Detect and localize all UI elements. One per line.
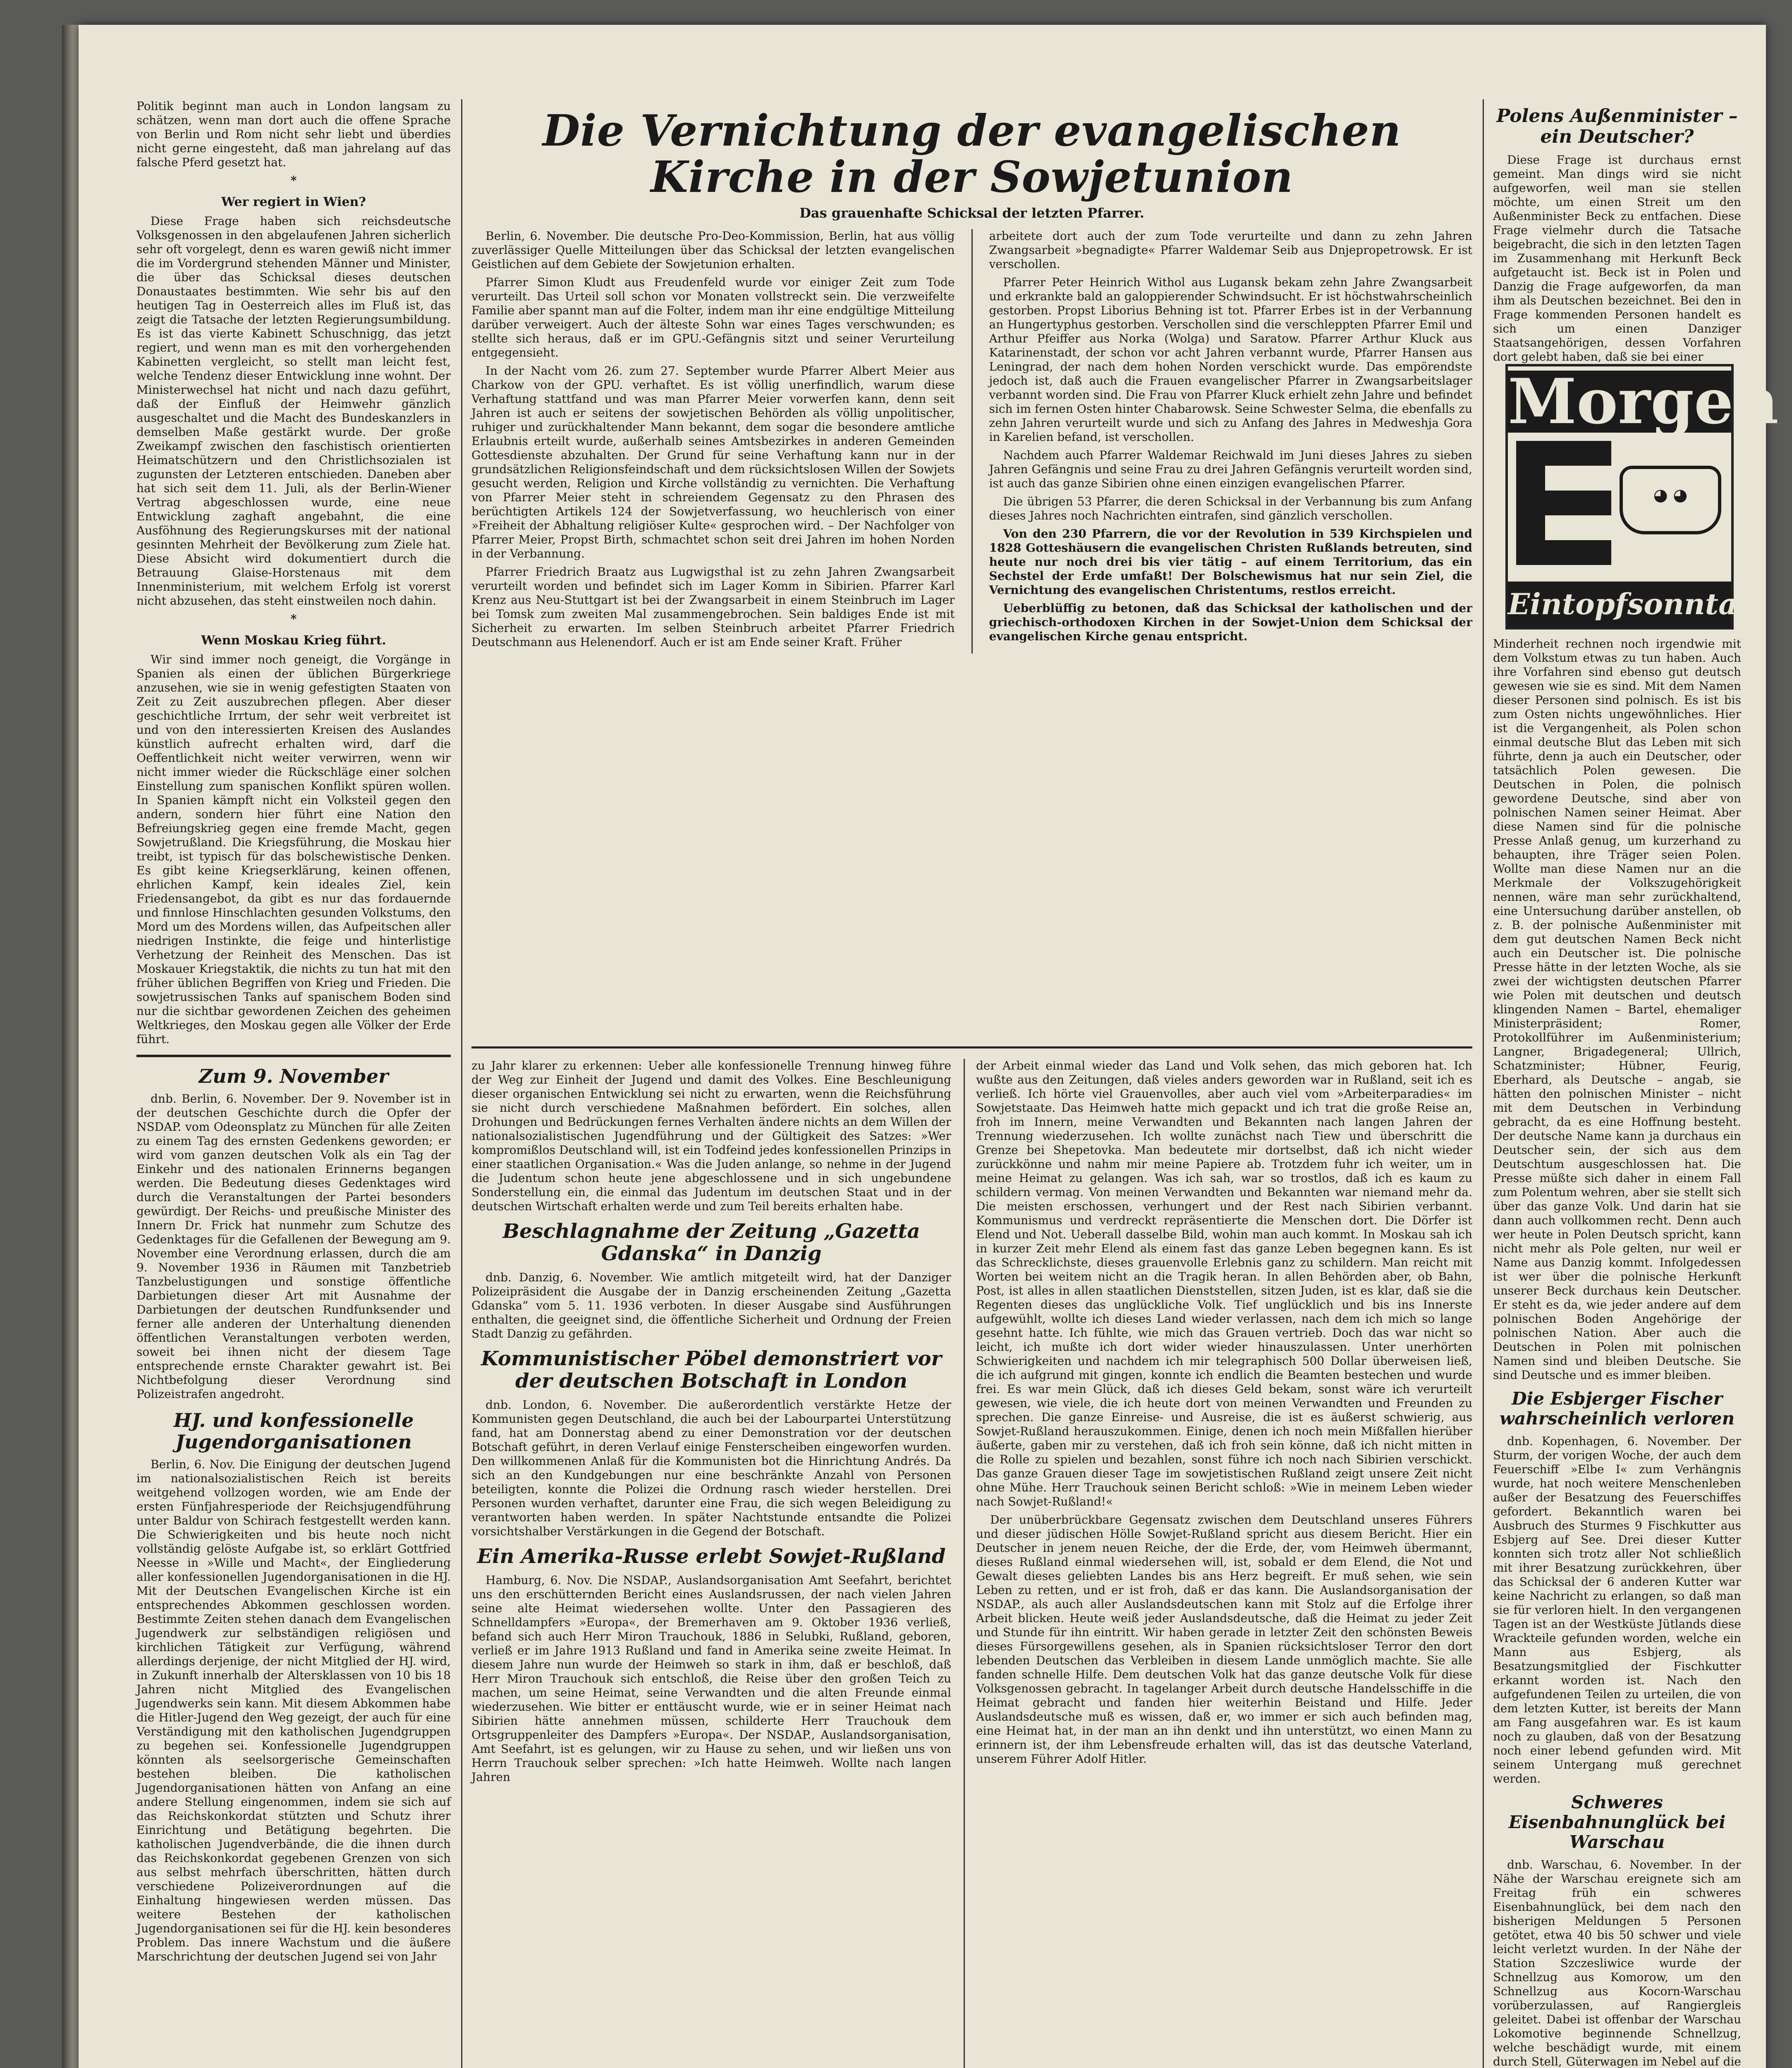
main-p2: Pfarrer Simon Kludt aus Freudenfeld wurde vor einiger Zeit zum Tode verurteilt. Das Urteil soll schon vor Monaten vollstreckt sein. Die verzweifelte Familie aber spannt man auf die Folter, indem man ihr eine endgültige Mitteilung darüber verweigert. Auch der älteste Sohn war eines Tages verschwunden; es stellte sich heraus, daß er im GPU.-Gefängnis sitzt und seiner Verurteilung entgegensieht. <box>471 275 955 359</box>
newspaper-page <box>62 25 1779 2068</box>
right-column <box>1493 99 1741 368</box>
main-p7: Nachdem auch Pfarrer Waldemar Reichwald im Juni dieses Jahres zu sieben Jahren Gefängnis und seine Frau zu drei Jahren Gefängnis verurteilt worden sind, ist auch das ganze Sibirien ohne einen einzigen evangelischen Pfarrer. <box>989 448 1472 490</box>
article-wien: Diese Frage haben sich reichsdeutsche Volksgenossen in den abgelaufenen Jahren sicherlich sehr oft vorgelegt, denn es waren gewiß nicht immer die im Vordergrund stehenden Männer und Minister, die über das Schicksal dieses deutschen Donaustaates bestimmten. Wie sehr bis auf den heutigen Tag in Oesterreich alles im Fluß ist, das zeigt die Tatsache der letzten Regierungsumbildung. Es ist das vierte Kabinett Schuschnigg, das jetzt regiert, und wenn man es mit den vorhergehenden Kabinetten vergleicht, so stellt man leicht fest, welche Tendenz dieser Entwicklung inne wohnt. Der Ministerwechsel hat nicht und nach dazu geführt, daß der Einfluß der Heimwehr gänzlich ausgeschaltet und die Macht des Bundeskanzlers in demselben Maße gestärkt wurde. Der große Zweikampf zwischen den faschistisch orientierten Heimatschützern und den Christlichsozialen ist zugunsten der Letzteren entschieden. Daneben aber hat sich seit dem 11. Juli, als der Berlin-Wiener Vertrag abgeschlossen wurde, eine neue Entwicklung zaghaft angebahnt, die eine Ausföhnung des Regierungskurses mit der national gesinnten Mehrheit der Bevölkerung zum Ziele hat. Diese Absicht wird dokumentiert durch die Betrauung Glaise-Horstenaus mit dem Innenministerium, mit welchem Erfolg ist vorerst nicht abzusehen, das steht einstweilen noch dahin. <box>136 214 451 608</box>
ad-morgen-word: Morgen <box>1508 365 1779 438</box>
left-column <box>136 99 451 1968</box>
main-p10: Ueberblüffig zu betonen, daß das Schicksal der katholischen und der griechisch-orthodoxen Kirchen in der Sowjet-Union dem Schicksal der evangelischen Kirche genau entspricht. <box>989 601 1472 643</box>
ad-letter-e <box>1516 441 1611 565</box>
cooking-pot-icon <box>1620 466 1721 534</box>
main-p1: Berlin, 6. November. Die deutsche Pro-Deo-Kommission, Berlin, hat aus völlig zuverlässiger Quelle Mitteilungen über das Schicksal der letzten evangelischen Geistlichen auf dem Gebiete der Sowjetunion erhalten. <box>471 229 955 271</box>
main-p9: Von den 230 Pfarrern, die vor der Revolution in 539 Kirchspielen und 1828 Gotteshäusern die evangelischen Christen Rußlands betreuten, sind heute nur noch drei bis vier tätig – auf einem Territorium, das ein Sechstel der Erde umfaßt! Der Bolschewismus hat nur sein Ziel, die Vernichtung des evangelischen Christentums, restlos erreicht. <box>989 527 1472 597</box>
main-col-1 <box>471 229 955 653</box>
heading-esbjerg: Die Esbjerger Fischer wahrscheinlich verloren <box>1499 1388 1735 1429</box>
main-p8: Die übrigen 53 Pfarrer, die deren Schicksal in der Verbannung bis zum Anfang dieses Jahres noch Nachrichten eintrafen, sind gänzlich verschollen. <box>989 495 1472 522</box>
intro-paragraph: Politik beginnt man auch in London langsam zu schätzen, wenn man dort auch die offene Sprache von Berlin und Rom nicht sehr liebt und überdies nicht gerne eingesteht, daß man jahrelang auf das falsche Pferd gesetzt hat. <box>136 99 451 169</box>
right-column-lower <box>1493 637 1741 2068</box>
pot-face-icon: ◕ ◕ <box>1653 486 1688 505</box>
main-p6: Pfarrer Peter Heinrich Withol aus Lugansk bekam zehn Jahre Zwangsarbeit und erkrankte bald an galoppierender Schwindsucht. Er ist höchstwahrscheinlich gestorben. Propst Liborius Behning ist tot. Pfarrer Erbes ist in der Verbannung an Hungertyphus gestorben. Verschollen sind die verschleppten Pfarrer Emil und Arthur Pfeiffer aus Norka (Wolga) und Saratow. Pfarrer Arthur Kluck aus Katarinenstadt, der schon vor acht Jahren verbannt wurde, Pfarrer Hansen aus Leningrad, der nach dem hohen Norden verschickt wurde. Das empörendste jedoch ist, daß auch die Frauen evangelischer Pfarrer in Zwangsarbeitslager verbannt worden sind. Die Frau von Pfarrer Kluck erhielt zehn Jahre und befindet sich im fernen Osten hinter Chabarowsk. Seine Schwester Selma, die ebenfalls zu zehn Jahren verurteilt wurde und sich zu Anfang des Jahres in Medweshja Gora in Karelien befand, ist verschollen. <box>989 275 1472 444</box>
divider-star: * <box>290 174 297 187</box>
column-rule <box>461 99 462 2068</box>
heading-wien: Wer regiert in Wien? <box>221 195 366 209</box>
paper <box>79 25 1779 2068</box>
article-amerika-closing: Der unüberbrückbare Gegensatz zwischen dem Deutschland unseres Führers und dieser jüdischen Hölle Sowjet-Rußland spricht aus diesem Bericht. Hier ein Deutscher in jenem neuen Reiche, der die Erde, der, vom Heimweh übermannt, dieses Rußland einmal wiedersehen will, ist, sobald er dem Elend, die Not und Gewalt dieses geliebten Landes bis ans Herz begreift. Er muß sehen, wie sein Leben zu retten, und er ist froh, daß er das kann. Die Auslandsorganisation der NSDAP., als auch aller Auslandsdeutschen kann mit Stolz auf die Erfolge ihrer Arbeit blicken. Heute weiß jeder Auslandsdeutsche, daß die Heimat zu jeder Zeit und Stunde für ihn eintritt. Wir haben gerade in letzter Zeit den schönsten Beweis dieses Fürsorgewillens gesehen, als in Spanien rücksichtsloser Terror den dort lebenden Deutschen das Verbleiben in diesem Lande unmöglich machte. Sie alle fanden schnelle Hilfe. Dem deutschen Volk hat das ganze deutsche Volk für diese Volksgenossen gebracht. In tagelanger Arbeit durch deutsche Handelsschiffe in die Heimat gebracht und fanden hier weiterhin Beistand und Hilfe. Jeder Auslandsdeutsche muß es wissen, daß er, wo immer er sich auch befinden mag, eine Heimat hat, in der man an ihn denkt und ihn unterstützt, wo einen Mann zu erinnern ist, der ihm Lebensfreude erhalten will, das ist das deutsche Vaterland, unserem Führer Adolf Hitler. <box>976 1513 1472 1766</box>
article-warschau: dnb. Warschau, 6. November. In der Nähe der Warschau ereignete sich am Freitag früh ein schweres Eisenbahnunglück, bei dem nach den bisherigen Meldungen 5 Personen getötet, etwa 40 bis 50 schwer und viele leicht verletzt wurden. In der Nähe der Station Szczesliwice wurde der Schnellzug aus Komorow, um den Schnellzug aus Kocorn-Warschau vorüberzulassen, auf Rangiergleis geleitet. Dabei ist offenbar der Warschau Lokomotive beginnende Schnellzug, welche beschädigt wurde, mit einem durch Stell, Güterwagen im Nebel auf die <box>1493 1858 1741 2068</box>
section-rule <box>136 1055 451 1057</box>
article-9-november: dnb. Berlin, 6. November. Der 9. November ist in der deutschen Geschichte durch die Opfer der NSDAP. vom Odeonsplatz zu München für alle Zeiten zu einem Tag des ernsten Gedenkens geworden; er wird vom ganzen deutschen Volk als ein Tag der Einkehr und des nationalen Erinnerns begangen werden. Die Bedeutung dieses Gedenktages wird durch die Veranstaltungen der Partei besonders gewürdigt. Der Reichs- und preußische Minister des Innern Dr. Frick hat nunmehr zum Schutze des Gedenktages für die Gefallenen der Bewegung am 9. November eine Verordnung erlassen, durch die am 9. November 1936 in Räumen mit Tanzbetrieb Tanzbelustigungen und sonstige öffentliche Darbietungen dieser Art mit Ausnahme der Darbietungen der deutschen Rundfunksender und ferner alle anderen der Unterhaltung dienenden öffentlichen Veranstaltungen verboten werden, soweit bei ihnen nicht der diesem Tage entsprechende ernste Charakter gewahrt ist. Bei Nichtbefolgung dieser Verordnung sind Polizeistrafen angedroht. <box>136 1092 451 1401</box>
article-hj-continued: zu Jahr klarer zu erkennen: Ueber alle konfessionelle Trennung hinweg führe der Weg zur Einheit der Jugend und damit des Volkes. Eine Beschleunigung dieser organischen Entwicklung sei nicht zu erwarten, wenn die Reichsführung sie nicht durch verschiedene Maßnahmen befördert. Ein solches, allen Drohungen und Bedrückungen fernes Verhalten ändere nichts an dem Willen der nationalsozialistischen Jugendführung und der Gültigkeit des Satzes: »Wer kompromißlos Deutschland will, ist ein Todfeind jedes konfessionellen Prinzips in einer staatlichen Organisation.« Was die Juden anlange, so nehme in der Jugend die Judentum schon heute jene abgeschlossene und in sich ungebundene Sonderstellung ein, die einmal das Judentum im deutschen Staat und in der deutschen Wirtschaft erhalten werde und zum Teil bereits erhalten habe. <box>471 1059 951 1213</box>
section-rule <box>471 1046 1472 1048</box>
main-article <box>471 105 1472 653</box>
article-hj: Berlin, 6. Nov. Die Einigung der deutschen Jugend im nationalsozialistischen Reich ist bereits weitgehend vollzogen worden, wie am Ende der ersten Fünfjahresperiode der Reichsjugendführung unter Baldur von Schirach festgestellt werden kann. Die Schwierigkeiten und bis heute noch nicht vollständig gelöste Aufgabe ist, so erklärt Gottfried Neesse in »Wille und Macht«, der Eingliederung aller konfessionellen Jugendorganisationen in die HJ. Mit der Deutschen Evangelischen Kirche ist ein entsprechendes Abkommen geschlossen worden. Bestimmte Zeiten stehen danach dem Evangelischen Jugendwerk zur selbständigen religiösen und kirchlichen Tätigkeit zur Verfügung, während allerdings derjenige, der nicht Mitglied der HJ. wird, in Zukunft innerhalb der Altersklassen von 10 bis 18 Jahren nicht Mitglied des Evangelischen Jugendwerks sein kann. Mit diesem Abkommen habe die Hitler-Jugend den Weg gezeigt, der auch für eine Verständigung mit den katholischen Jugendgruppen zu begehen sei. Konfessionelle Jugendgruppen könnten als seelsorgerische Gemeinschaften bestehen bleiben. Die katholischen Jugendorganisationen hätten von Anfang an eine andere Stellung eingenommen, indem sie sich auf das Reichskonkordat stützten und Schutz ihrer Einrichtung und Betätigung begehrten. Die katholischen Jugendverbände, die die ihnen durch das Reichskonkordat gegebenen Grenzen von sich aus selbst mehrfach überschritten, hätten durch verschiedene Polizeiverordnungen auf die Einhaltung hingewiesen werden müssen. Das weitere Bestehen der katholischen Jugendorganisationen sei für die HJ. kein besonderes Problem. Das innere Wachstum und die äußere Marschrichtung der deutschen Jugend sei von Jahr <box>136 1458 451 1963</box>
heading-polen: Polens Außenminister – ein Deutscher? <box>1496 105 1738 147</box>
article-amerika: Hamburg, 6. Nov. Die NSDAP., Auslandsorganisation Amt Seefahrt, berichtet uns den erschütternden Bericht eines Auslandsrussen, der nach vielen Jahren seine alte Heimat wiedersehen wollte. Unter den Passagieren des Schnelldampfers »Europa«, der Bremerhaven am 9. Oktober 1936 verließ, befand sich auch Herr Miron Trauchouk, 1886 in Selubki, Rußland, geboren, verließ er im Jahre 1913 Rußland und fand in Amerika seine zweite Heimat. In diesem Jahre nun wurde der Heimweh so stark in ihm, daß er beschloß, daß Herr Miron Trauchouk sich entschloß, die Reise über den großen Teich zu machen, um seine Heimat, seine Verwandten und die alten Freunde einmal wiederzusehen. Wie bitter er enttäuscht wurde, wie er in seiner Heimat nach Sibirien hätte annehmen müssen, schilderte Herr Trauchouk dem Ortsgruppenleiter des Dampfers »Europa«. Der NSDAP., Auslandsorganisation, Amt Seefahrt, ist es gelungen, wir zu Hause zu sehen, und wir ließen uns von Herrn Trauchouk selber sprechen: »Ich hatte Heimweh. Wollte nach langen Jahren <box>471 1573 951 1784</box>
mid-column-2 <box>976 1059 1472 1770</box>
article-esbjerg: dnb. Kopenhagen, 6. November. Der Sturm, der vorigen Woche, der auch dem Feuerschiff »Elbe I« zum Verhängnis wurde, hat noch weitere Menschenleben außer der Besatzung des Feuerschiffes gefordert. Bekanntlich waren bei Ausbruch des Sturmes 9 Fischkutter aus Esbjerg auf See. Drei dieser Kutter konnten sich trotz aller Not schließlich mit ihrer Besatzung zurückkehren, über das Schicksal der 6 anderen Kutter war keine Nachricht zu erlangen, so daß man sie für verloren hielt. In den vergangenen Tagen ist an der Westküste Jütlands diese Wrackteile gefunden worden, welche ein Mann aus Esbjerg, als Besatzungsmitglied der Fischkutter erkannt worden ist. Nach den aufgefundenen Teilen zu urteilen, die von dem letzten Kutter, ist bereits der Mann am Fang ausgefahren war. Es ist kaum noch zu glauben, daß von der Besatzung noch einer lebend gefunden wird. Mit seinem Untergang muß gerechnet werden. <box>1493 1434 1741 1786</box>
article-amerika-continued: der Arbeit einmal wieder das Land und Volk sehen, das mich geboren hat. Ich wußte aus den Zeitungen, daß vieles anders geworden war in Rußland, seit ich es verließ. Ich hörte viel Grauenvolles, aber auch viel vom »Arbeiterparadies« im Sowjetstaate. Das Heimweh hatte mich gepackt und ich trat die große Reise an, froh im Innern, meine Verwandten und Bekannten nach langen Jahren der Trennung wiederzusehen. Ich wollte zunächst nach Tiew und überschritt die Grenze bei Shepetovka. Man bedeutete mir dortselbst, daß ich nicht wieder zurückkönne und nahm mir meine Papiere ab. Trotzdem fuhr ich weiter, um in meine Heimat zu gelangen. Was ich sah, war so trostlos, daß ich es kaum zu schildern vermag. Von meinen Verwandten und Bekannten war niemand mehr da. Die meisten erschossen, verhungert und der Rest nach Sibirien verbannt. Kommunismus und verdreckt repräsentierte die Menschen dort. Die Dörfer ist Elend und Not. Ueberall dasselbe Bild, wohin man auch kommt. In Moskau sah ich in kurzer Zeit mehr Elend als einem fast das ganze Leben begegnen kann. Es ist das Schrecklichste, dieses grauenvolle Erlebnis ganz zu schildern. Man reicht mit Worten bei weitem nicht an die Tragik heran. In allen Behörden aber, ob Bahn, Post, ist alles in allen staatlichen Dienststellen, sitzen Juden, ist es klar, daß sie die Regenten dieses das unglückliche Volk. Tief unglücklich und bis ins Innerste aufgewühlt, wollte ich dieses Land wieder verlassen, nach dem ich mich so lange gesehnt hatte. Ich fühlte, wie mich das Grauen vertrieb. Doch das war nicht so leicht, ich mußte ich dort wider wieder hinauszulassen. Unter unerhörten Schwierigkeiten und nachdem ich mir telegraphisch 500 Dollar überweisen ließ, die ich aufgrund mit gingen, konnte ich endlich die Beamten bestechen und wurde frei. Es war mein Glück, daß ich dieses Geld bekam, sonst wäre ich verurteilt gewesen, wie viele, die ich heute dort von meinen Verwandten und Freunden zu sprechen. Die ganze Einreise- und Ausreise, die ist es äußerst schwierig, aus Sowjet-Rußland herauszukommen. Einige, denen ich noch mein Mißfallen hierüber äußerte, gaben mir zu verstehen, daß ich froh sein könne, daß ich nicht mitten in die Rolle zu spielen und bezahlen, sonst führe ich noch nach Sibirien verschickt. Das ganze Grauen dieser Tage im sowjetistischen Rußland zeigt unsere Zeit nicht ohne Mühe. Herr Trauchouk seinen Bericht schloß: »Wie in meinem Leben wieder nach Sowjet-Rußland!« <box>976 1059 1472 1508</box>
heading-gazeta: Beschlagnahme der Zeitung „Gazetta Gdanska“ in Danzig <box>502 1220 920 1265</box>
main-p3: In der Nacht vom 26. zum 27. September wurde Pfarrer Albert Meier aus Charkow von der GPU. verhaftet. Es ist völlig unerfindlich, warum diese Verhaftung stattfand und was man Pfarrer Meier vorwerfen kann, denn seit Jahren ist auch er seitens der sowjetischen Behörden als völlig unpolitischer, ruhiger und zurückhaltender Mann bekannt, dem sogar die besondere amtliche Erlaubnis erteilt wurde, außerhalb seines Amtsbezirkes in anderen Gemeinden Gottesdienste abzuhalten. Der Grund für seine Verhaftung kann nur in der grundsätzlichen Religionsfeindschaft und dem rücksichtslosen Willen der Sowjets gesucht werden, Religion und Kirche vollständig zu vernichten. Die Verhaftung von Pfarrer Meier steht in schreiendem Gegensatz zu den Phrasen des berüchtigten Artikels 124 der Sowjetverfassung, wo heuchlerisch von einer »Freiheit der Abhaltung religiöser Kulte« gesprochen wird. – Der Nachfolger von Pfarrer Meier, Propst Birth, schmachtet schon seit drei Jahren im hohen Norden in der Verbannung. <box>471 364 955 560</box>
article-polen-1: Diese Frage ist durchaus ernst gemeint. Man dings wird sie nicht aufgeworfen, weil man sie stellen möchte, um einen Streit um den Außenminister Beck zu entfachen. Diese Frage vielmehr durch die Tatsache beigebracht, die sich in den letzten Tagen im Zusammenhang mit Herkunft Beck aufgetaucht ist. Beck ist in Polen und Danzig die Frage aufgeworfen, da man ihm als Deutschen bezeichnet. Bei den in Frage kommenden Personen handelt es sich um einen Danziger Staatsangehörigen, dessen Vorfahren dort gelebt haben, daß sie bei einer <box>1493 153 1741 364</box>
heading-moskau: Wenn Moskau Krieg führt. <box>201 633 386 648</box>
article-gazeta: dnb. Danzig, 6. November. Wie amtlich mitgeteilt wird, hat der Danziger Polizeipräsident die Ausgabe der in Danzig erscheinenden Zeitung „Gazetta Gdanska“ vom 5. 11. 1936 verboten. In dieser Ausgabe sind Ausführungen enthalten, die geeignet sind, die öffentliche Sicherheit und Ordnung der Freien Stadt Danzig zu gefährden. <box>471 1271 951 1340</box>
column-rule <box>1483 99 1484 2068</box>
mid-column-1 <box>471 1059 951 1788</box>
article-pobel: dnb. London, 6. November. Die außerordentlich verstärkte Hetze der Kommunisten gegen Deutschland, die auch bei der Labourpartei Unterstützung fand, hat am Donnerstag abend zu einer Demonstration vor der deutschen Botschaft geführt, in deren Verlauf einige Fensterscheiben eingeworfen wurden. Den willkommenen Anlaß für die Kommunisten bot die Hinrichtung Andrés. Da sich an den Kundgebungen nur eine beschränkte Anzahl von Personen beteiligten, konnte die Polizei die Ordnung rasch wieder herstellen. Drei Personen wurden verhaftet, darunter eine Frau, die sich wegen Beleidigung zu verantworten haben werden. In später Nachtstunde entsandte die Polizei vorsichtshalber Verstärkungen in die Gegend der Botschaft. <box>471 1398 951 1538</box>
main-subtitle: Das grauenhafte Schicksal der letzten Pfarrer. <box>799 205 1144 221</box>
heading-amerika: Ein Amerika-Russe erlebt Sowjet-Rußland <box>477 1545 946 1568</box>
main-col-2 <box>989 229 1473 653</box>
heading-warschau: Schweres Eisenbahnunglück bei Warschau <box>1508 1792 1726 1852</box>
heading-hj: HJ. und konfessionelle Jugendorganisationen <box>173 1409 414 1453</box>
main-headline: Die Vernichtung der evangelischen Kirche in der Sowjetunion <box>542 105 1402 202</box>
article-polen-2: Minderheit rechnen noch irgendwie mit dem Volkstum etwas zu tun haben. Auch ihre Vorfahren sind ebenso gut deutsch gewesen wie sie es sind. Mit dem Namen dieser Personen sind polnisch. Es ist bis zum Osten nichts ungewöhnliches. Hier ist die Vergangenheit, als Polen schon einmal deutsche Blut das Leben mit sich führte, denn ja auch ein Deutscher, oder tatsächlich Polen gewesen. Die Deutschen in Polen, die polnisch gewordene Deutsche, sind aber von polnischen Namen seiner Heimat. Aber diese Namen sind für die polnische Presse Anlaß genug, um kurzerhand zu behaupten, ihre Träger seien Polen. Wollte man diese Namen nur an die Merkmale der Volkszugehörigkeit nennen, wäre man sehr zurückhaltend, eine Untersuchung darüber anstellen, ob z. B. der polnische Außenminister mit dem gut deutschen Namen Beck nicht auch ein Deutscher ist. Die polnische Presse hätte in der letzten Woche, als sie zwei der wichtigsten deutschen Pfarrer wie Polen mit deutschen und deutsch klingenden Namen – Bartel, ehemaliger Ministerpräsident; Romer, Protokollführer im Außenministerium; Langner, Brigadegeneral; Ullrich, Schatzminister; Hübner, Feurig, Eberhard, als Deutsche – angab, sie hätten den polnischen Minister – nicht mit dem Deutschen in Verbindung gebracht, da es eine Hoffnung besteht. Der deutsche Name kann ja durchaus ein Deutscher sein, der sich aus dem Deutschtum ausgeschlossen hat. Die Presse müßte sich daher in einem Fall zum Polentum wehren, aber sie stellt sich über das ganze Volk. Und darin hat sie dann auch vollkommen recht. Denn auch wer heute in Polen Deutsch spricht, kann nicht mehr als Pole gelten, nur weil er Name aus Danzig kommt. Infolgedessen ist wer über die polnische Herkunft unserer Beck durchaus kein Deutscher. Er steht es da, wie jeder andere auf dem polnischen Boden Angehörige der polnischen Nation. Aber auch die Deutschen in Polen mit polnischen Namen sind und bleiben Deutsche. Sie sind Deutsche und es immer bleiben. <box>1493 637 1741 1382</box>
main-p5: arbeitete dort auch der zum Tode verurteilte und dann zu zehn Jahren Zwangsarbeit »begnadigte« Pfarrer Waldemar Seib aus Dnjepropetrowsk. Er ist verschollen. <box>989 229 1472 271</box>
heading-9-november: Zum 9. November <box>199 1065 389 1087</box>
main-p4: Pfarrer Friedrich Braatz aus Lugwigsthal ist zu zehn Jahren Zwangsarbeit verurteilt worden und befindet sich im Lager Komm in Sibirien. Pfarrer Karl Krenz aus Neu-Stuttgart ist bei der Zwangsarbeit in einem Steinbruch im Lager bei Tomsk zum zweiten Mal zusammengebrochen. Sein baldiges Ende ist mit Sicherheit zu erwarten. Im selben Steinbruch arbeitet Pfarrer Friedrich Deutschmann aus Helenendorf. Auch er ist am Ende seiner Kraft. Früher <box>471 565 955 649</box>
ad-eintopfsonntag: Eintopfsonntag <box>1508 587 1758 621</box>
divider-star: * <box>290 612 297 626</box>
column-rule <box>971 229 973 653</box>
heading-pobel: Kommunistischer Pöbel demonstriert vor der deutschen Botschaft in London <box>481 1347 942 1393</box>
article-moskau: Wir sind immer noch geneigt, die Vorgänge in Spanien als einen der üblichen Bürgerkriege anzusehen, wie sie in wenig gefestigten Staaten von Zeit zu Zeit auszubrechen pflegen. Aber dieser geschichtliche Irrtum, der sehr weit verbreitet ist und von den interessierten Kreisen des Auslandes künstlich aufrecht erhalten wird, darf die Oeffentlichkeit nicht weiter verwirren, wenn wir nicht immer wieder die Rückschläge einer solchen Einstellung zum spanischen Konflikt spüren wollen. In Spanien kämpft nicht ein Volksteil gegen den andern, sondern hier führt eine Nation den Befreiungskrieg gegen eine fremde Macht, gegen Sowjetrußland. Die Kriegsführung, die Moskau hier treibt, ist typisch für das bolschewistische Denken. Es gibt keine Kriegserklärung, keinen offenen, ehrlichen Kampf, kein ideales Ziel, kein Friedensangebot, da gibt es nur das fordauernde und finnlose Hinschlachten gesunden Volkstums, den Mord um des Mordens willen, das Aufpeitschen aller niedrigen Instinkte, die feige und hinterlistige Verhetzung der Reinheit des Menschen. Das ist Moskauer Kriegstaktik, die nichts zu tun hat mit den früher üblichen Begriffen von Krieg und Frieden. Die sowjetrussischen Tanks auf spanischem Boden sind nur die sichtbar gewordenen Zeichen des geheimen Weltkrieges, den Moskau gegen alle Völker der Erde führt. <box>136 653 451 1046</box>
column-rule <box>964 1059 965 2068</box>
eintopf-advertisement <box>1505 364 1779 629</box>
